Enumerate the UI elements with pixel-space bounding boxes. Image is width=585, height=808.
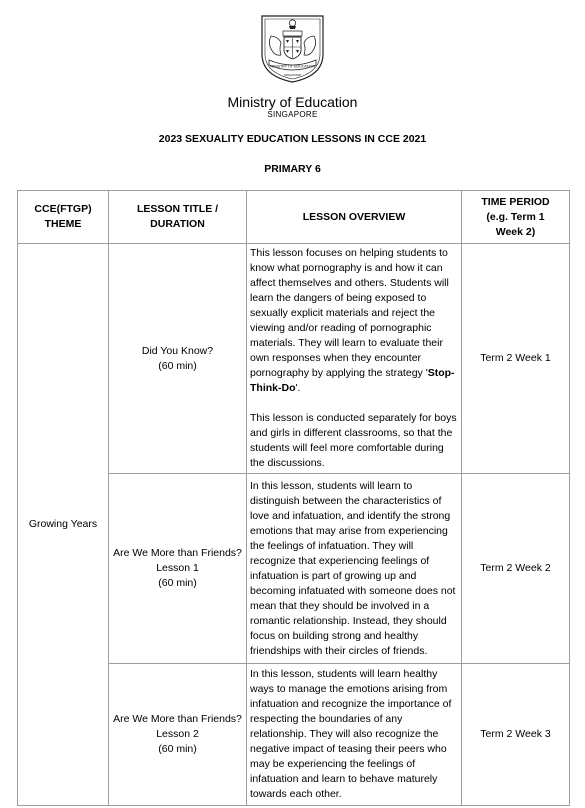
lesson-overview-cell: In this lesson, students will learn healthy ways to manage the emotions arising from infatuation and recognize the importance of respecting the boundaries of any relationship. They will also recognize the negative impact of teasing their peers who may be experiencing the feelings of infatuation and learn to behave maturely towards each other. — [247, 664, 462, 806]
table-row — [18, 244, 570, 474]
header-time-period: TIME PERIOD (e.g. Term 1 Week 2) — [462, 191, 570, 244]
time-period-cell: Term 2 Week 1 — [462, 244, 570, 474]
lessons-table — [17, 190, 570, 806]
lesson-overview-cell: In this lesson, students will learn to distinguish between the characteristics of love and infatuation, and identify the strong emotions that may arise from experiencing the feelings of infatuation. They will recognize that experiencing feelings of infatuation is part of growing up and becoming infatuated with someone does not mean that they should be involved in a romantic relationship. Instead, they should focus on building strong and healthy friendships with their circles of friends. — [247, 474, 462, 664]
table-header-row — [18, 191, 570, 244]
lesson-title-cell: Are We More than Friends? Lesson 1 (60 min) — [109, 474, 247, 664]
time-period-cell: Term 2 Week 2 — [462, 474, 570, 664]
org-name: Ministry of Education — [227, 94, 358, 110]
time-period-cell: Term 2 Week 3 — [462, 664, 570, 806]
moe-crest-logo — [259, 14, 326, 84]
header-theme: CCE(FTGP) THEME — [18, 191, 109, 244]
header-lesson-title: LESSON TITLE / DURATION — [109, 191, 247, 244]
lesson-overview-cell: This lesson focuses on helping students to know what pornography is and how it can affect themselves and others. Students will learn the dangers of being exposed to sexually explicit materials and reject the viewing and/or reading of pornographic materials. They will learn to evaluate their own responses when they encounter pornography by applying the strategy 'Stop-Think-Do'. This lesson is conducted separately for boys and girls in different classrooms, so that the students will feel more comfortable during the discussions. — [247, 244, 462, 474]
lesson-title-cell: Did You Know? (60 min) — [109, 244, 247, 474]
crest-country-text: SINGAPORE — [283, 73, 302, 77]
crest-motto-text: MINISTRY OF EDUCATION — [269, 64, 316, 69]
header-lesson-overview: LESSON OVERVIEW — [247, 191, 462, 244]
document-level: PRIMARY 6 — [264, 163, 321, 175]
document-title: 2023 SEXUALITY EDUCATION LESSONS IN CCE 2021 — [158, 133, 427, 145]
org-country: SINGAPORE — [267, 110, 318, 119]
lesson-title-cell: Are We More than Friends? Lesson 2 (60 min) — [109, 664, 247, 806]
theme-cell: Growing Years — [18, 244, 109, 806]
